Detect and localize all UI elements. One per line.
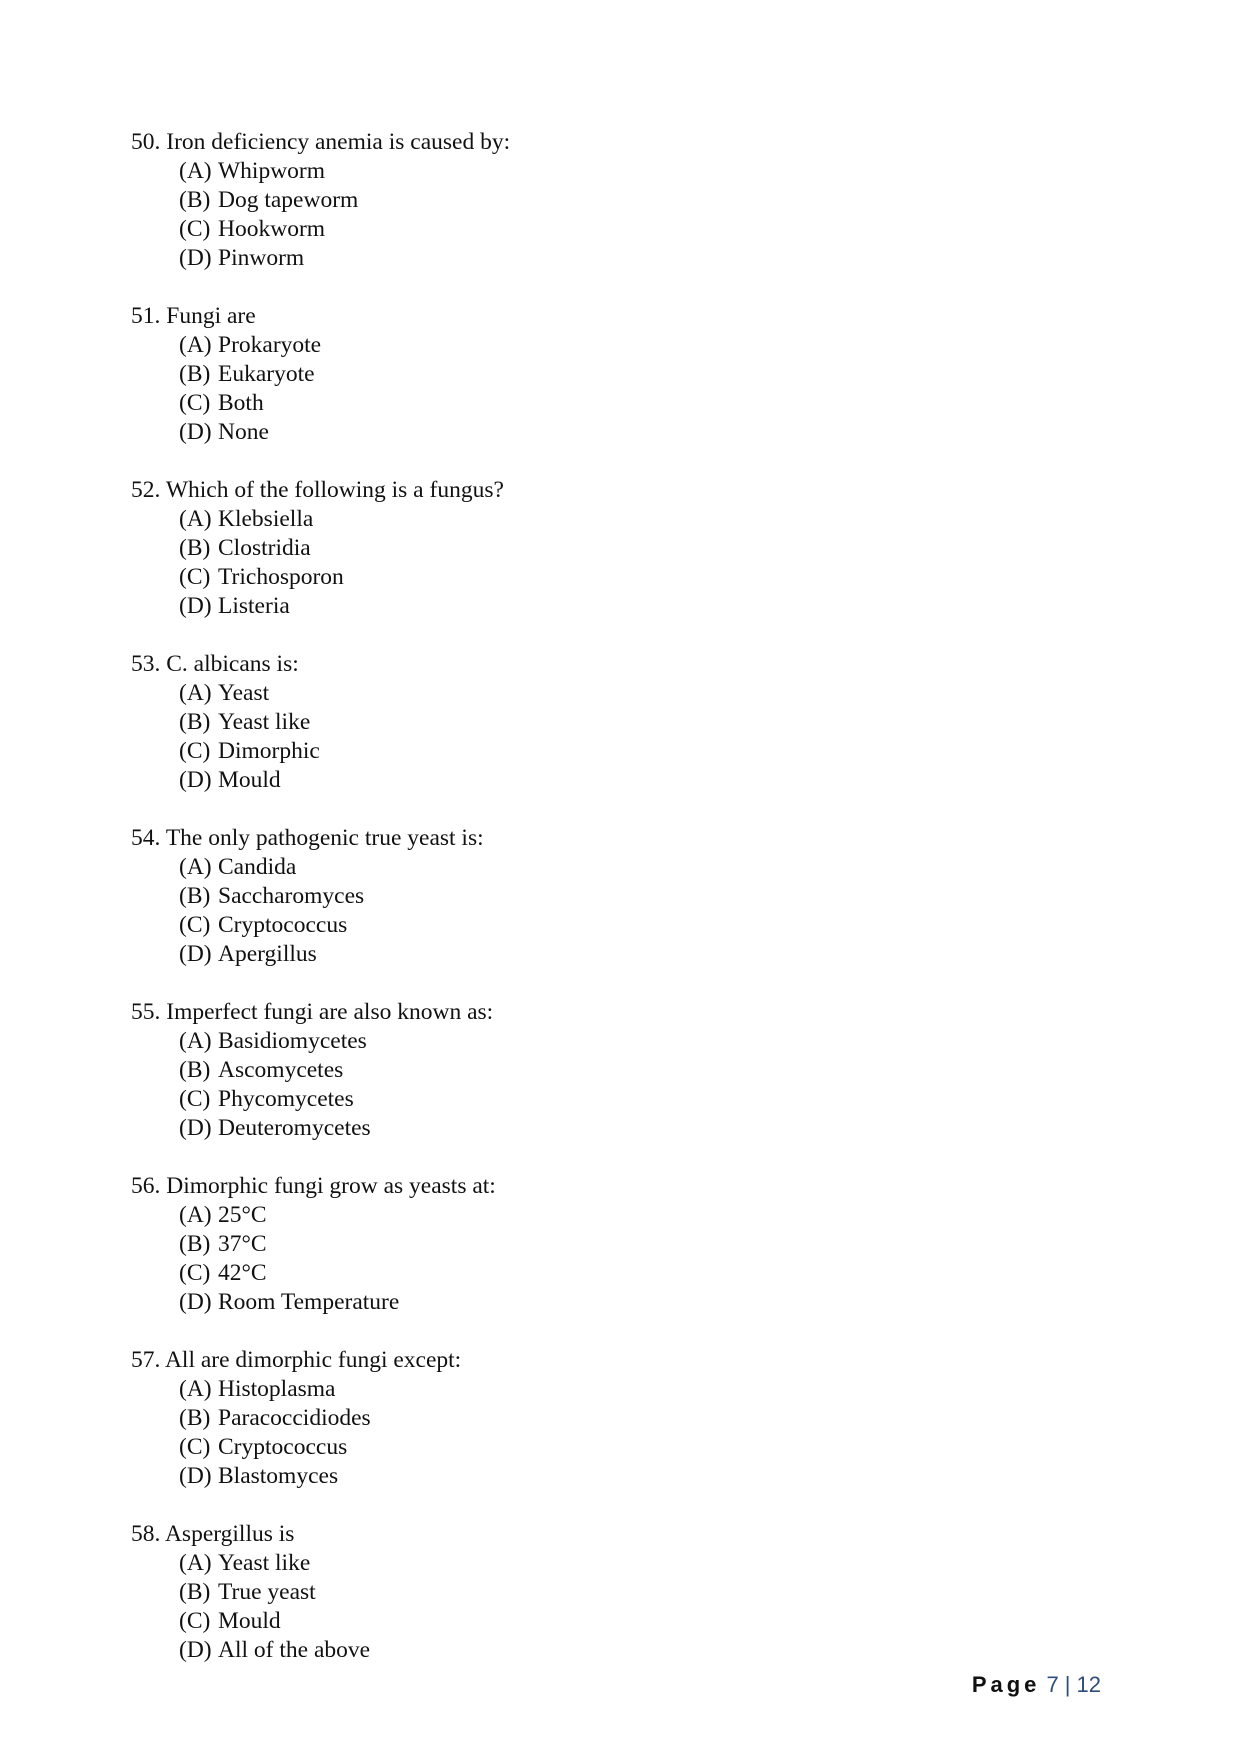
option-text: Both <box>218 390 264 416</box>
option-letter: (D) <box>179 941 212 967</box>
option-item <box>179 940 1031 969</box>
option-text: Listeria <box>218 593 290 619</box>
option-text: Candida <box>218 854 297 880</box>
option-item <box>179 505 1031 534</box>
option-text: Dimorphic <box>218 738 320 764</box>
option-item <box>179 1056 1031 1085</box>
option-text: Mould <box>218 767 281 793</box>
question-list <box>131 128 1031 1694</box>
option-item <box>179 882 1031 911</box>
option-text: Histoplasma <box>218 1376 336 1402</box>
option-item <box>179 911 1031 940</box>
option-text: Yeast like <box>218 1550 311 1576</box>
option-text: Phycomycetes <box>218 1086 354 1112</box>
option-letter: (B) <box>179 1057 211 1083</box>
option-list <box>131 331 1031 447</box>
option-text: All of the above <box>218 1637 371 1663</box>
option-text: Basidiomycetes <box>218 1028 367 1054</box>
option-letter: (A) <box>179 158 212 184</box>
option-list <box>131 1375 1031 1491</box>
option-letter: (B) <box>179 1579 211 1605</box>
question-item <box>131 1346 1031 1491</box>
option-letter: (C) <box>179 216 211 242</box>
option-item <box>179 1375 1031 1404</box>
option-letter: (C) <box>179 912 211 938</box>
option-text: Whipworm <box>218 158 326 184</box>
option-item <box>179 737 1031 766</box>
option-item <box>179 215 1031 244</box>
option-item <box>179 766 1031 795</box>
question-item <box>131 302 1031 447</box>
option-letter: (A) <box>179 854 212 880</box>
option-item <box>179 1433 1031 1462</box>
option-text: Deuteromycetes <box>218 1115 371 1141</box>
option-text: 25°C <box>218 1202 267 1228</box>
option-list <box>131 1027 1031 1143</box>
option-letter: (D) <box>179 419 212 445</box>
option-letter: (B) <box>179 361 211 387</box>
option-item <box>179 853 1031 882</box>
question-text: 58. Aspergillus is <box>131 1521 295 1547</box>
option-text: Cryptococcus <box>218 1434 348 1460</box>
page-total: 12 <box>1076 1672 1101 1697</box>
question-text: 51. Fungi are <box>131 303 256 329</box>
option-text: 37°C <box>218 1231 267 1257</box>
option-item <box>179 1607 1031 1636</box>
option-item <box>179 708 1031 737</box>
option-letter: (D) <box>179 1115 212 1141</box>
option-list <box>131 1201 1031 1317</box>
option-letter: (A) <box>179 1376 212 1402</box>
option-text: Paracoccidiodes <box>218 1405 371 1431</box>
option-item <box>179 186 1031 215</box>
option-item <box>179 157 1031 186</box>
option-text: Saccharomyces <box>218 883 365 909</box>
option-letter: (B) <box>179 187 211 213</box>
option-item <box>179 389 1031 418</box>
option-text: Pinworm <box>218 245 305 271</box>
option-letter: (D) <box>179 1637 212 1663</box>
option-text: Clostridia <box>218 535 311 561</box>
option-letter: (A) <box>179 1550 212 1576</box>
option-text: Prokaryote <box>218 332 322 358</box>
option-letter: (D) <box>179 767 212 793</box>
option-letter: (C) <box>179 1608 211 1634</box>
question-item <box>131 1520 1031 1665</box>
option-letter: (B) <box>179 1231 211 1257</box>
page-separator: | <box>1064 1672 1071 1697</box>
page-current: 7 <box>1046 1672 1059 1697</box>
question-text: 56. Dimorphic fungi grow as yeasts at: <box>131 1173 496 1199</box>
option-text: Trichosporon <box>218 564 344 590</box>
option-item <box>179 1201 1031 1230</box>
option-letter: (A) <box>179 1028 212 1054</box>
option-item <box>179 1636 1031 1665</box>
option-letter: (D) <box>179 1289 212 1315</box>
question-text: 53. C. albicans is: <box>131 651 299 677</box>
option-text: Yeast like <box>218 709 311 735</box>
question-item <box>131 998 1031 1143</box>
option-letter: (B) <box>179 535 211 561</box>
option-list <box>131 505 1031 621</box>
option-text: Ascomycetes <box>218 1057 344 1083</box>
option-item <box>179 592 1031 621</box>
question-text: 55. Imperfect fungi are also known as: <box>131 999 494 1025</box>
option-item <box>179 1230 1031 1259</box>
option-item <box>179 331 1031 360</box>
option-letter: (D) <box>179 245 212 271</box>
option-item <box>179 418 1031 447</box>
option-text: Apergillus <box>218 941 317 967</box>
option-letter: (B) <box>179 709 211 735</box>
option-item <box>179 1578 1031 1607</box>
option-letter: (C) <box>179 1434 211 1460</box>
option-letter: (D) <box>179 1463 212 1489</box>
question-item <box>131 650 1031 795</box>
option-text: Mould <box>218 1608 281 1634</box>
option-letter: (A) <box>179 506 212 532</box>
option-text: Hookworm <box>218 216 326 242</box>
option-text: Room Temperature <box>218 1289 400 1315</box>
option-item <box>179 1027 1031 1056</box>
option-list <box>131 157 1031 273</box>
option-text: Eukaryote <box>218 361 315 387</box>
option-letter: (A) <box>179 680 212 706</box>
question-item <box>131 128 1031 273</box>
page-footer <box>972 1672 1101 1698</box>
option-list <box>131 853 1031 969</box>
option-text: 42°C <box>218 1260 267 1286</box>
page-label: Page <box>971 1672 1041 1697</box>
option-letter: (C) <box>179 738 211 764</box>
option-letter: (B) <box>179 1405 211 1431</box>
option-item <box>179 679 1031 708</box>
option-letter: (C) <box>179 564 211 590</box>
option-letter: (A) <box>179 1202 212 1228</box>
option-item <box>179 244 1031 273</box>
question-text: 57. All are dimorphic fungi except: <box>131 1347 462 1373</box>
option-letter: (C) <box>179 390 211 416</box>
option-letter: (B) <box>179 883 211 909</box>
question-item <box>131 1172 1031 1317</box>
option-text: Blastomyces <box>218 1463 339 1489</box>
option-letter: (D) <box>179 593 212 619</box>
option-text: Cryptococcus <box>218 912 348 938</box>
option-item <box>179 1288 1031 1317</box>
option-item <box>179 1549 1031 1578</box>
question-item <box>131 476 1031 621</box>
option-letter: (C) <box>179 1086 211 1112</box>
option-text: None <box>218 419 269 445</box>
option-item <box>179 563 1031 592</box>
option-item <box>179 534 1031 563</box>
option-text: True yeast <box>218 1579 316 1605</box>
option-list <box>131 679 1031 795</box>
option-text: Klebsiella <box>218 506 314 532</box>
option-item <box>179 1259 1031 1288</box>
option-list <box>131 1549 1031 1665</box>
option-text: Yeast <box>218 680 270 706</box>
option-item <box>179 360 1031 389</box>
option-letter: (A) <box>179 332 212 358</box>
option-item <box>179 1085 1031 1114</box>
question-text: 50. Iron deficiency anemia is caused by: <box>131 129 511 155</box>
question-text: 52. Which of the following is a fungus? <box>131 477 504 503</box>
option-item <box>179 1114 1031 1143</box>
option-text: Dog tapeworm <box>218 187 359 213</box>
question-text: 54. The only pathogenic true yeast is: <box>131 825 484 851</box>
option-item <box>179 1462 1031 1491</box>
question-item <box>131 824 1031 969</box>
option-letter: (C) <box>179 1260 211 1286</box>
option-item <box>179 1404 1031 1433</box>
